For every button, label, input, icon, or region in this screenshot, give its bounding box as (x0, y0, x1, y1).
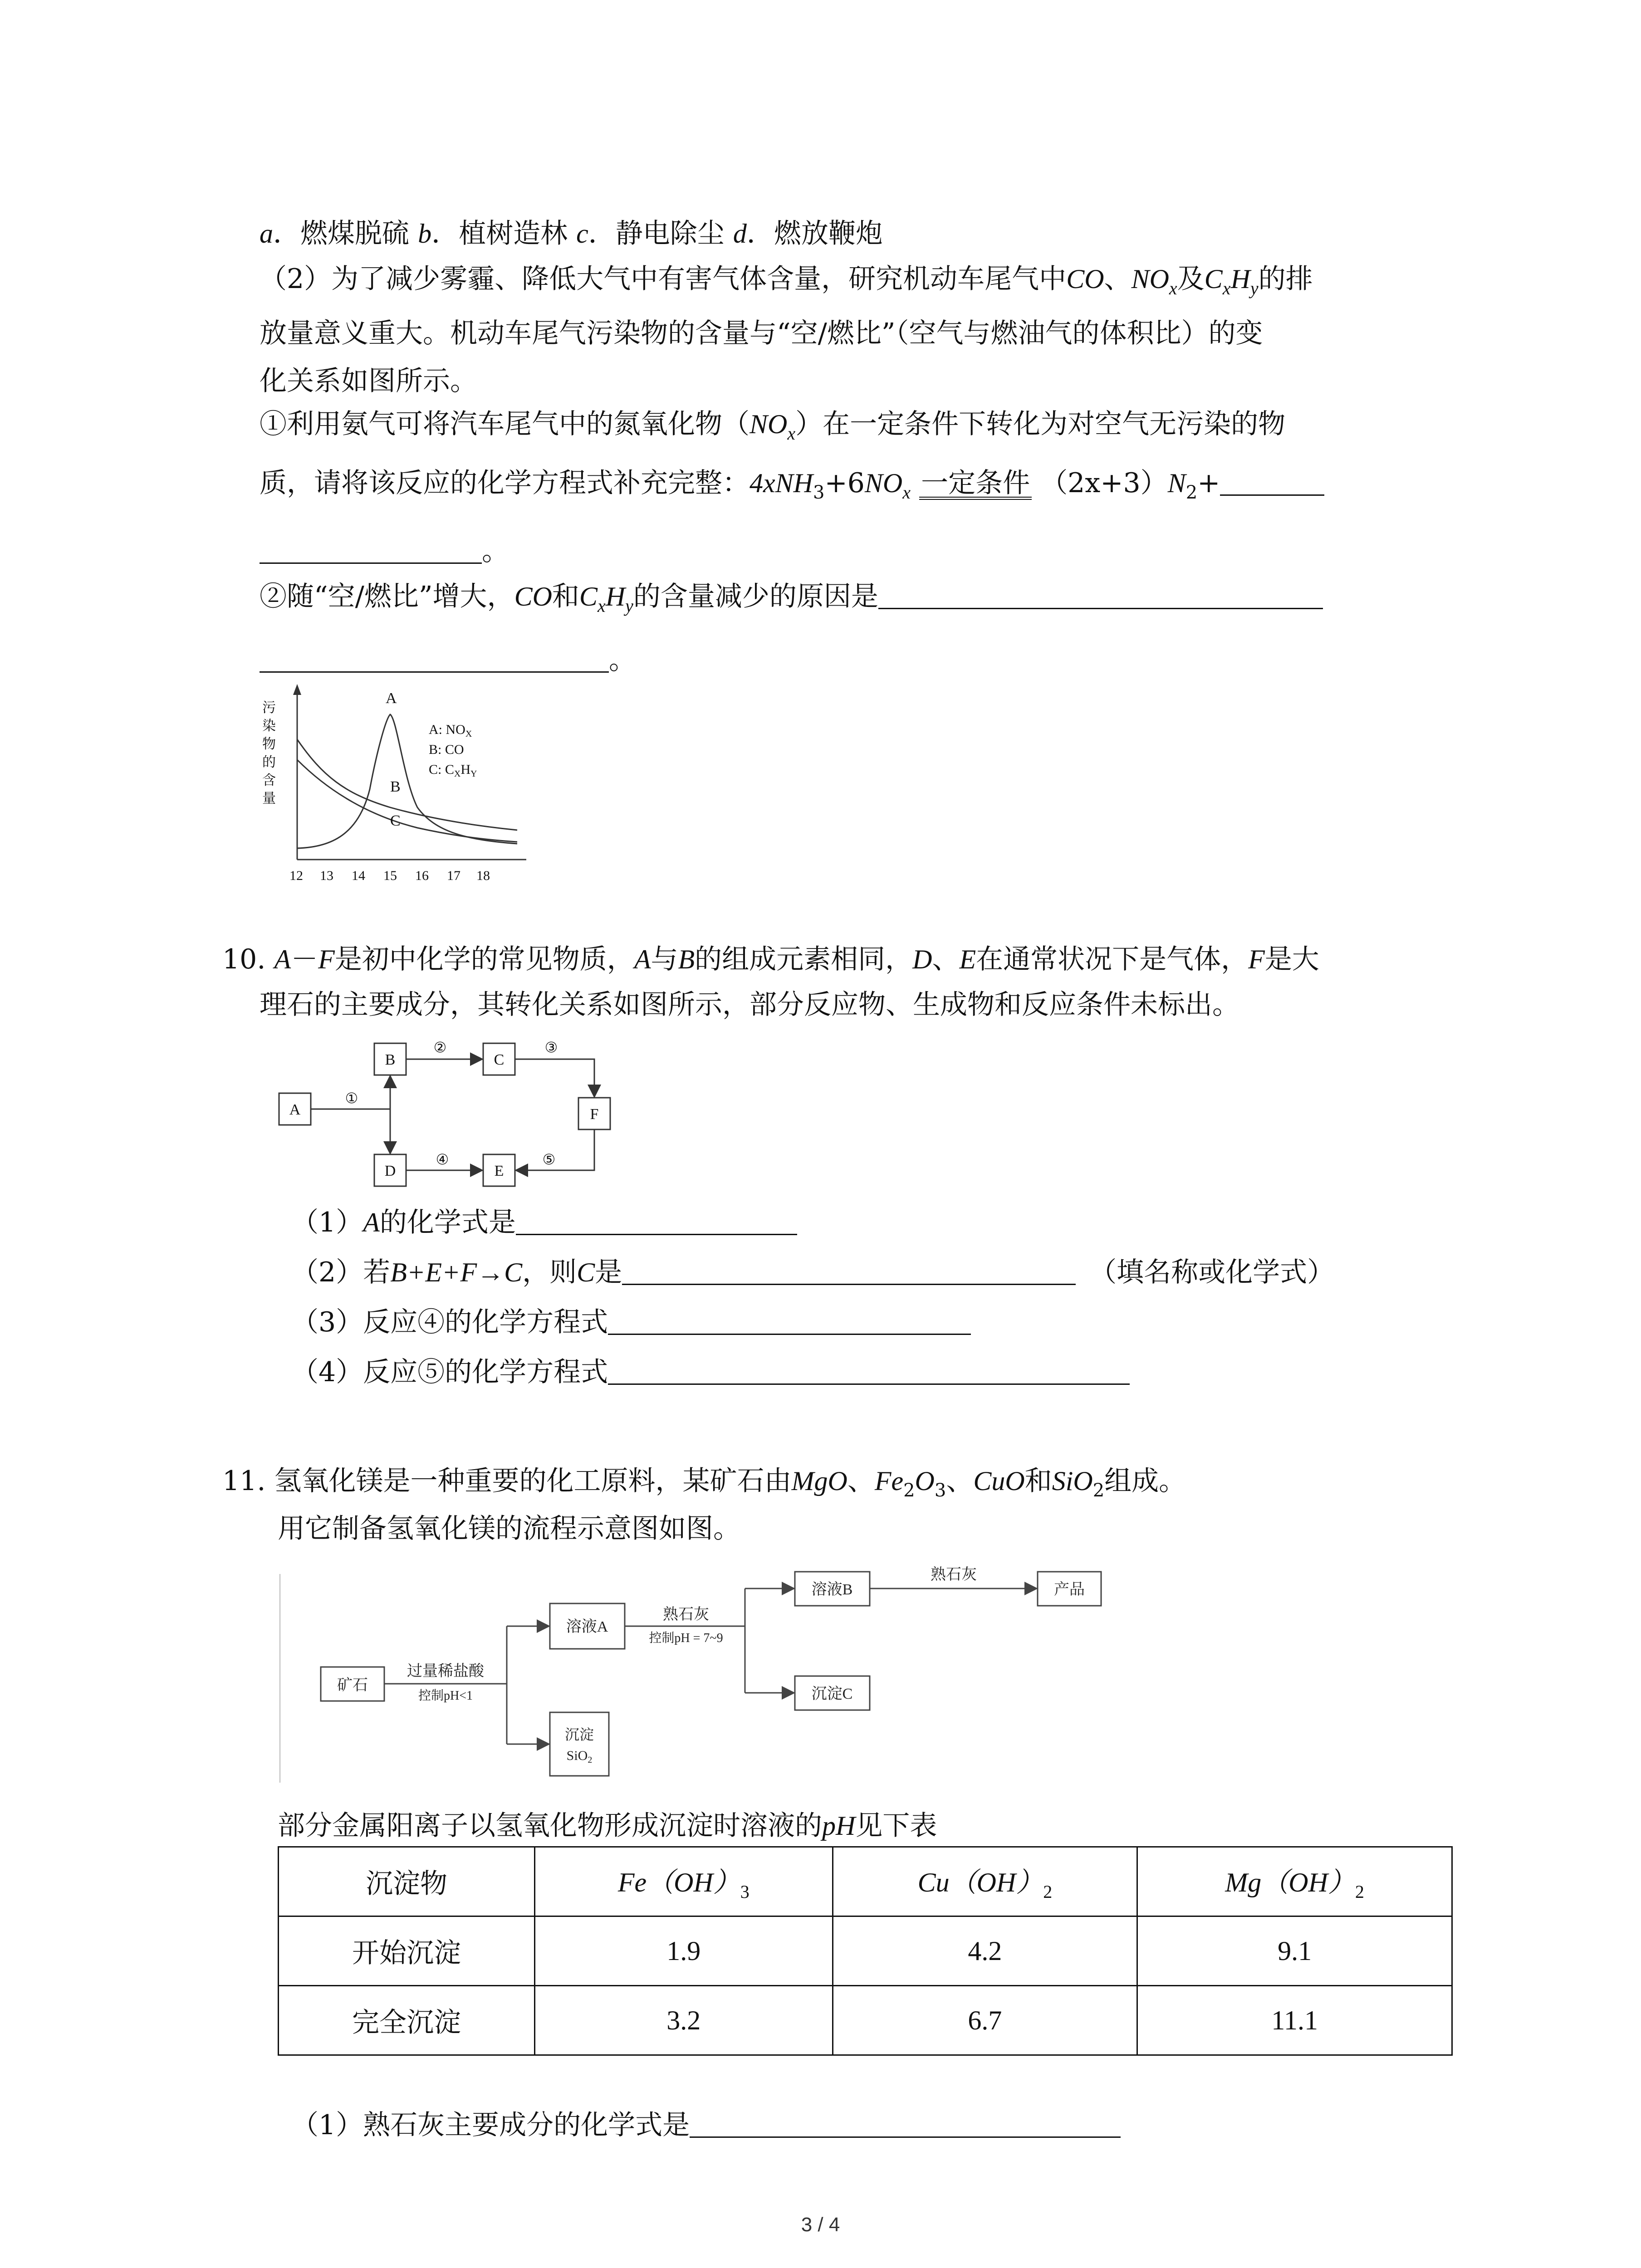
table-row (279, 1916, 1452, 1986)
precipitate-c-label: 沉淀C (811, 1686, 853, 1702)
reaction-4: ④ (436, 1151, 449, 1168)
answer-blank[interactable] (878, 581, 1323, 609)
options-line: a．燃煤脱硫 b．植树造林 c．静电除尘 d．燃放鞭炮 (260, 218, 883, 249)
answer-blank[interactable] (622, 1256, 1076, 1285)
q2-line3: 化关系如图所示。 (260, 365, 477, 397)
table-header: $Cu(OH)_2$ (833, 1847, 1137, 1916)
q2-2-line2: 。 (260, 640, 636, 680)
ore-label: 矿石 (337, 1677, 368, 1694)
answer-blank[interactable] (516, 1207, 797, 1235)
answer-blank[interactable] (608, 1356, 1130, 1385)
q10-line2: 理石的主要成分，其转化关系如图所示，部分反应物、生成物和反应条件未标出。 (260, 989, 1239, 1021)
legend-b: B: CO (429, 742, 464, 757)
lime-label: 熟石灰 (663, 1606, 709, 1623)
page-number: 3 / 4 (801, 2214, 840, 2236)
table-header-row (279, 1847, 1452, 1916)
answer-blank[interactable] (1220, 467, 1324, 496)
process-flow (278, 1556, 1185, 1792)
curve-a (297, 714, 517, 848)
x-tick: 18 (476, 868, 490, 883)
ph1-label: 控制pH<1 (418, 1689, 473, 1703)
curve-c (297, 760, 517, 842)
answer-blank[interactable] (608, 1306, 971, 1335)
label-f: F (590, 1106, 599, 1123)
q2-2-line1: ②随“空/燃比”增大，CO和$C_xH_y$的含量减少的原因是 (260, 576, 1323, 626)
x-tick: 15 (383, 868, 397, 883)
reaction-1: ① (345, 1090, 358, 1106)
ph2-label: 控制pH = 7~9 (649, 1631, 723, 1645)
reaction-3: ③ (544, 1039, 558, 1056)
y-label-char: 污 (262, 700, 276, 715)
x-tick: 14 (352, 868, 365, 883)
y-axis-arrow (293, 684, 301, 695)
q10-line1: 10. A－F是初中化学的常见物质，A与B的组成元素相同，D、E在通常状况下是气体，F是大 (222, 943, 1319, 975)
q11-line1: 11. 氢氧化镁是一种重要的化工原料，某矿石由MgO、$Fe_2O_3$、CuO和SiO$_2$组成。 (222, 1465, 1186, 1501)
q10-sub2: （2）若B+E+F→C，则C是 （填名称或化学式） (291, 1256, 1335, 1288)
q2-1-line3: 。 (260, 531, 509, 572)
table-header: $Mg(OH)_2$ (1137, 1847, 1452, 1916)
table-header: $Fe(OH)_3$ (535, 1847, 833, 1916)
x-tick: 17 (447, 868, 460, 883)
q2-1-line1: ①利用氨气可将汽车尾气中的氮氧化物$(NO_x)$在一定条件下转化为对空气无污染的物 (260, 408, 1286, 444)
solution-a-label: 溶液A (566, 1618, 608, 1635)
x-tick: 16 (415, 868, 429, 883)
q10-sub3: （3）反应④的化学方程式 (291, 1302, 971, 1343)
product-label: 产品 (1054, 1581, 1085, 1598)
table-cell: 1.9 (535, 1916, 833, 1986)
q10-sub1: （1）A的化学式是 (291, 1202, 797, 1243)
table-cell: 4.2 (833, 1916, 1137, 1986)
reaction-5: ⑤ (542, 1151, 556, 1168)
table-row (279, 1986, 1452, 2055)
label-c: C (494, 1051, 505, 1068)
answer-blank[interactable] (260, 535, 482, 564)
y-label-char: 物 (262, 737, 276, 752)
q11-line2: 用它制备氢氧化镁的流程示意图如图。 (278, 1513, 740, 1545)
q10-sub4: （4）反应⑤的化学方程式 (291, 1352, 1130, 1393)
q11-sub1: （1）熟石灰主要成分的化学式是 (291, 2105, 1121, 2146)
pollutant-graph (254, 676, 544, 898)
precipitation-table (278, 1846, 1453, 2056)
y-label-char: 量 (262, 791, 276, 806)
table-cell: 完全沉淀 (279, 1986, 535, 2055)
peak-label: A (386, 690, 397, 707)
label-e: E (494, 1163, 504, 1179)
sio2-label: SiO$_2$ (566, 1748, 593, 1765)
solution-b-label: 溶液B (811, 1581, 853, 1598)
precipitate-label: 沉淀 (564, 1726, 594, 1743)
table-cell: 开始沉淀 (279, 1916, 535, 1986)
acid-label: 过量稀盐酸 (407, 1663, 484, 1680)
table-cell: 11.1 (1137, 1986, 1452, 2055)
answer-blank[interactable] (690, 2109, 1121, 2138)
label-d: D (384, 1163, 396, 1179)
curve-b-label: B (390, 778, 401, 795)
q2-1-line2: 质，请将该反应的化学方程式补充完整：$4xNH_3+6NO_x$ 一定条件 $(2x+3)N_2+$ (260, 463, 1324, 513)
legend-c: C: $C_XH_Y$ (429, 762, 477, 779)
table-caption: 部分金属阳离子以氢氧化物形成沉淀时溶液的pH见下表 (278, 1810, 937, 1842)
conversion-diagram (277, 1030, 622, 1198)
y-label-char: 染 (262, 719, 276, 733)
q2-line1: （2）为了减少雾霾、降低大气中有害气体含量，研究机动车尾气中CO、$NO_x$及$C_xH_y$的排 (260, 263, 1313, 298)
reaction-condition: 一定条件 (919, 469, 1032, 500)
x-tick: 13 (320, 868, 333, 883)
y-label-char: 的 (262, 755, 276, 770)
label-a: A (289, 1101, 301, 1118)
curve-c-label: C (390, 812, 401, 829)
table-cell: 9.1 (1137, 1916, 1452, 1986)
table-header: 沉淀物 (279, 1847, 535, 1916)
answer-blank[interactable] (260, 644, 609, 673)
y-label-char: 含 (262, 773, 276, 788)
box-precipitate-sio2 (550, 1712, 609, 1776)
table-cell: 3.2 (535, 1986, 833, 2055)
q2-line2: 放量意义重大。机动车尾气污染物的含量与“空/燃比”（空气与燃油气的体积比）的变 (260, 318, 1263, 349)
legend-a: A: $NO_X$ (429, 722, 472, 739)
lime2-label: 熟石灰 (931, 1566, 977, 1583)
curve-b (297, 739, 517, 830)
reaction-2: ② (433, 1039, 447, 1056)
label-b: B (385, 1051, 396, 1068)
x-tick: 12 (289, 868, 303, 883)
arrow-3 (515, 1059, 594, 1097)
table-cell: 6.7 (833, 1986, 1137, 2055)
